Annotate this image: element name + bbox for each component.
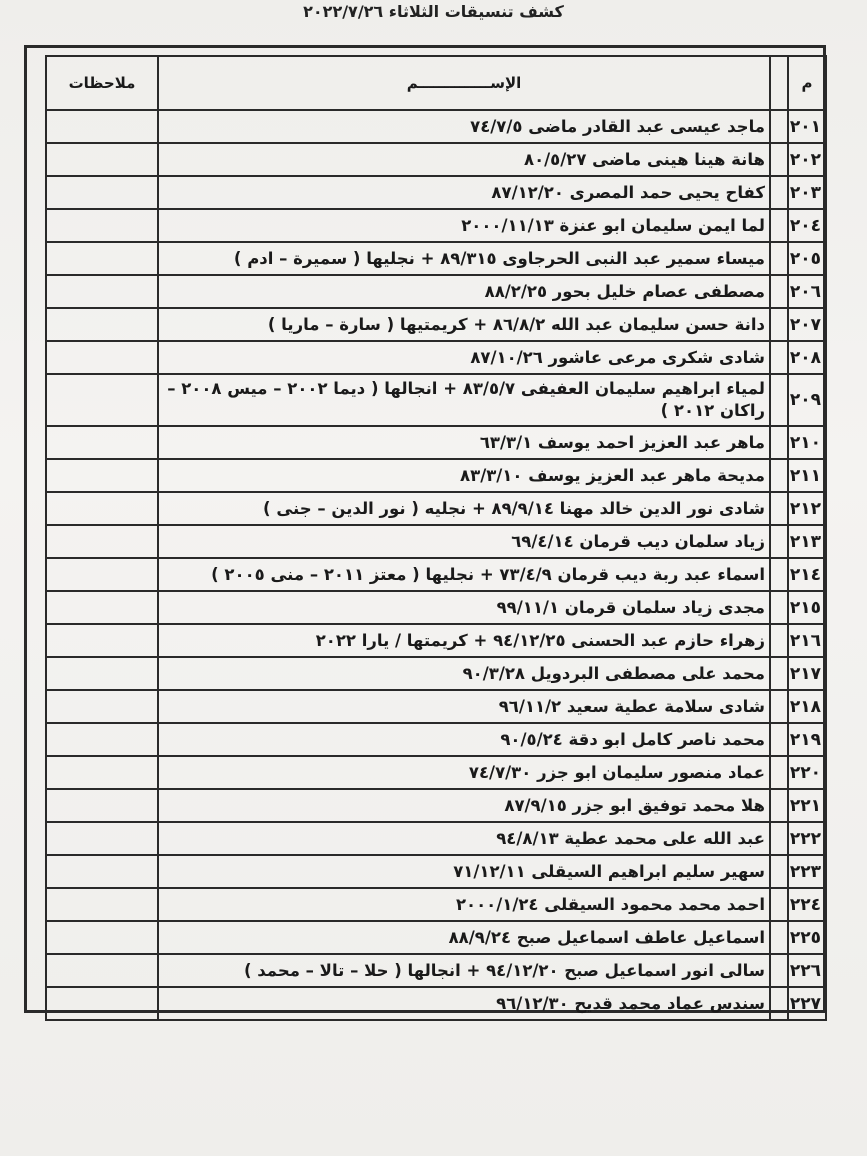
row-gap [770, 525, 788, 558]
row-number: ٢٠٨ [788, 341, 826, 374]
row-name: عبد الله على محمد عطية ٩٤/٨/١٣ [158, 822, 770, 855]
row-number: ٢١٥ [788, 591, 826, 624]
row-notes [46, 143, 158, 176]
header-notes: ملاحظات [46, 56, 158, 110]
row-name: كفاح يحيى حمد المصرى ٨٧/١٢/٢٠ [158, 176, 770, 209]
row-name: هلا محمد توفيق ابو جزر ٨٧/٩/١٥ [158, 789, 770, 822]
row-notes [46, 275, 158, 308]
table-row [46, 374, 826, 426]
row-name: احمد محمد محمود السيقلى ٢٠٠٠/١/٢٤ [158, 888, 770, 921]
table-row [46, 275, 826, 308]
row-name: ماجد عيسى عبد القادر ماضى ٧٤/٧/٥ [158, 110, 770, 143]
row-gap [770, 723, 788, 756]
row-name: زهراء حازم عبد الحسنى ٩٤/١٢/٢٥ + كريمتها / يارا ٢٠٢٢ [158, 624, 770, 657]
row-number: ٢١٣ [788, 525, 826, 558]
row-gap [770, 789, 788, 822]
row-notes [46, 459, 158, 492]
row-number: ٢١٤ [788, 558, 826, 591]
row-name: شادى شكرى مرعى عاشور ٨٧/١٠/٢٦ [158, 341, 770, 374]
row-gap [770, 374, 788, 426]
row-notes [46, 723, 158, 756]
table-row [46, 341, 826, 374]
row-gap [770, 855, 788, 888]
row-gap [770, 209, 788, 242]
row-name: مصطفى عصام خليل بحور ٨٨/٢/٢٥ [158, 275, 770, 308]
row-number: ٢٢٢ [788, 822, 826, 855]
row-number: ٢٢١ [788, 789, 826, 822]
row-name: عماد منصور سليمان ابو جزر ٧٤/٧/٣٠ [158, 756, 770, 789]
row-gap [770, 275, 788, 308]
row-notes [46, 242, 158, 275]
table-row [46, 558, 826, 591]
row-number: ٢٠٣ [788, 176, 826, 209]
row-number: ٢٠٩ [788, 374, 826, 426]
table-row [46, 459, 826, 492]
row-notes [46, 591, 158, 624]
row-number: ٢٠٦ [788, 275, 826, 308]
row-number: ٢١١ [788, 459, 826, 492]
table-row [46, 209, 826, 242]
row-number: ٢٢٥ [788, 921, 826, 954]
table-row [46, 525, 826, 558]
row-number: ٢١٢ [788, 492, 826, 525]
row-gap [770, 558, 788, 591]
header-name: الإســــــــــــــم [158, 56, 770, 110]
row-number: ٢٠٢ [788, 143, 826, 176]
row-number: ٢٢٦ [788, 954, 826, 987]
names-table [45, 55, 827, 1021]
row-gap [770, 624, 788, 657]
row-notes [46, 492, 158, 525]
row-gap [770, 308, 788, 341]
row-gap [770, 110, 788, 143]
row-name: محمد على مصطفى البردويل ٩٠/٣/٢٨ [158, 657, 770, 690]
row-name: محمد ناصر كامل ابو دقة ٩٠/٥/٢٤ [158, 723, 770, 756]
row-notes [46, 888, 158, 921]
row-notes [46, 374, 158, 426]
table-header-row [46, 56, 826, 110]
table-row [46, 921, 826, 954]
row-number: ٢٢٧ [788, 987, 826, 1020]
row-number: ٢٢٣ [788, 855, 826, 888]
row-number: ٢٢٠ [788, 756, 826, 789]
table-row [46, 657, 826, 690]
row-name: لما ايمن سليمان ابو عنزة ٢٠٠٠/١١/١٣ [158, 209, 770, 242]
row-notes [46, 855, 158, 888]
row-name: هانة هينا هينى ماضى ٨٠/٥/٢٧ [158, 143, 770, 176]
table-row [46, 426, 826, 459]
page-title: كشف تنسيقات الثلاثاء ٢٠٢٢/٧/٢٦ [303, 2, 564, 21]
table-row [46, 308, 826, 341]
row-notes [46, 624, 158, 657]
row-number: ٢١٧ [788, 657, 826, 690]
row-notes [46, 657, 158, 690]
row-number: ٢١٦ [788, 624, 826, 657]
row-gap [770, 492, 788, 525]
row-name: شادى سلامة عطية سعيد ٩٦/١١/٢ [158, 690, 770, 723]
table-row [46, 888, 826, 921]
table-row [46, 987, 826, 1020]
row-gap [770, 341, 788, 374]
row-number: ٢١٩ [788, 723, 826, 756]
row-name: سهير سليم ابراهيم السيقلى ٧١/١٢/١١ [158, 855, 770, 888]
table-row [46, 723, 826, 756]
row-notes [46, 110, 158, 143]
row-name: ميساء سمير عبد النبى الحرجاوى ٨٩/٣١٥ + نجليها ( سميرة – ادم ) [158, 242, 770, 275]
row-notes [46, 209, 158, 242]
row-notes [46, 558, 158, 591]
table-row [46, 954, 826, 987]
table-row [46, 591, 826, 624]
row-number: ٢٠٧ [788, 308, 826, 341]
row-gap [770, 143, 788, 176]
header-number: م [788, 56, 826, 110]
row-notes [46, 426, 158, 459]
table-row [46, 855, 826, 888]
row-name: شادى نور الدين خالد مهنا ٨٩/٩/١٤ + نجليه ( نور الدين – جنى ) [158, 492, 770, 525]
table-row [46, 756, 826, 789]
row-notes [46, 921, 158, 954]
row-number: ٢٠٥ [788, 242, 826, 275]
table-row [46, 176, 826, 209]
row-gap [770, 242, 788, 275]
row-gap [770, 756, 788, 789]
table-row [46, 110, 826, 143]
row-name: ماهر عبد العزيز احمد يوسف ٦٣/٣/١ [158, 426, 770, 459]
row-notes [46, 308, 158, 341]
row-number: ٢١٨ [788, 690, 826, 723]
row-notes [46, 756, 158, 789]
row-gap [770, 954, 788, 987]
row-gap [770, 690, 788, 723]
row-name: اسماعيل عاطف اسماعيل صبح ٨٨/٩/٢٤ [158, 921, 770, 954]
table-row [46, 690, 826, 723]
row-name: مجدى زياد سلمان قرمان ٩٩/١١/١ [158, 591, 770, 624]
row-gap [770, 459, 788, 492]
row-name: سندس عماد محمد قديح ٩٦/١٢/٣٠ [158, 987, 770, 1020]
row-name: دانة حسن سليمان عبد الله ٨٦/٨/٢ + كريمتيها ( سارة – ماريا ) [158, 308, 770, 341]
row-number: ٢٠٤ [788, 209, 826, 242]
row-name: سالى انور اسماعيل صبح ٩٤/١٢/٢٠ + انجالها ( حلا – تالا – محمد ) [158, 954, 770, 987]
row-notes [46, 954, 158, 987]
table-row [46, 242, 826, 275]
row-name: زياد سلمان ديب قرمان ٦٩/٤/١٤ [158, 525, 770, 558]
table-row [46, 624, 826, 657]
row-gap [770, 822, 788, 855]
row-name: مديحة ماهر عبد العزيز يوسف ٨٣/٣/١٠ [158, 459, 770, 492]
row-notes [46, 789, 158, 822]
table-row [46, 143, 826, 176]
table-row [46, 822, 826, 855]
row-gap [770, 987, 788, 1020]
table-body [46, 110, 826, 1020]
row-notes [46, 987, 158, 1020]
table-row [46, 789, 826, 822]
row-notes [46, 341, 158, 374]
row-gap [770, 921, 788, 954]
row-gap [770, 888, 788, 921]
row-name: لمياء ابراهيم سليمان العفيفى ٨٣/٥/٧ + انجالها ( ديما ٢٠٠٢ – ميس ٢٠٠٨ – راكان ٢٠١٢ ) [158, 374, 770, 426]
table-row [46, 492, 826, 525]
row-number: ٢١٠ [788, 426, 826, 459]
row-notes [46, 690, 158, 723]
header-gap [770, 56, 788, 110]
row-name: اسماء عبد ربة ديب قرمان ٧٣/٤/٩ + نجليها ( معتز ٢٠١١ – منى ٢٠٠٥ ) [158, 558, 770, 591]
row-number: ٢٠١ [788, 110, 826, 143]
row-gap [770, 426, 788, 459]
row-gap [770, 591, 788, 624]
row-gap [770, 657, 788, 690]
row-notes [46, 525, 158, 558]
row-number: ٢٢٤ [788, 888, 826, 921]
row-gap [770, 176, 788, 209]
row-notes [46, 176, 158, 209]
row-notes [46, 822, 158, 855]
